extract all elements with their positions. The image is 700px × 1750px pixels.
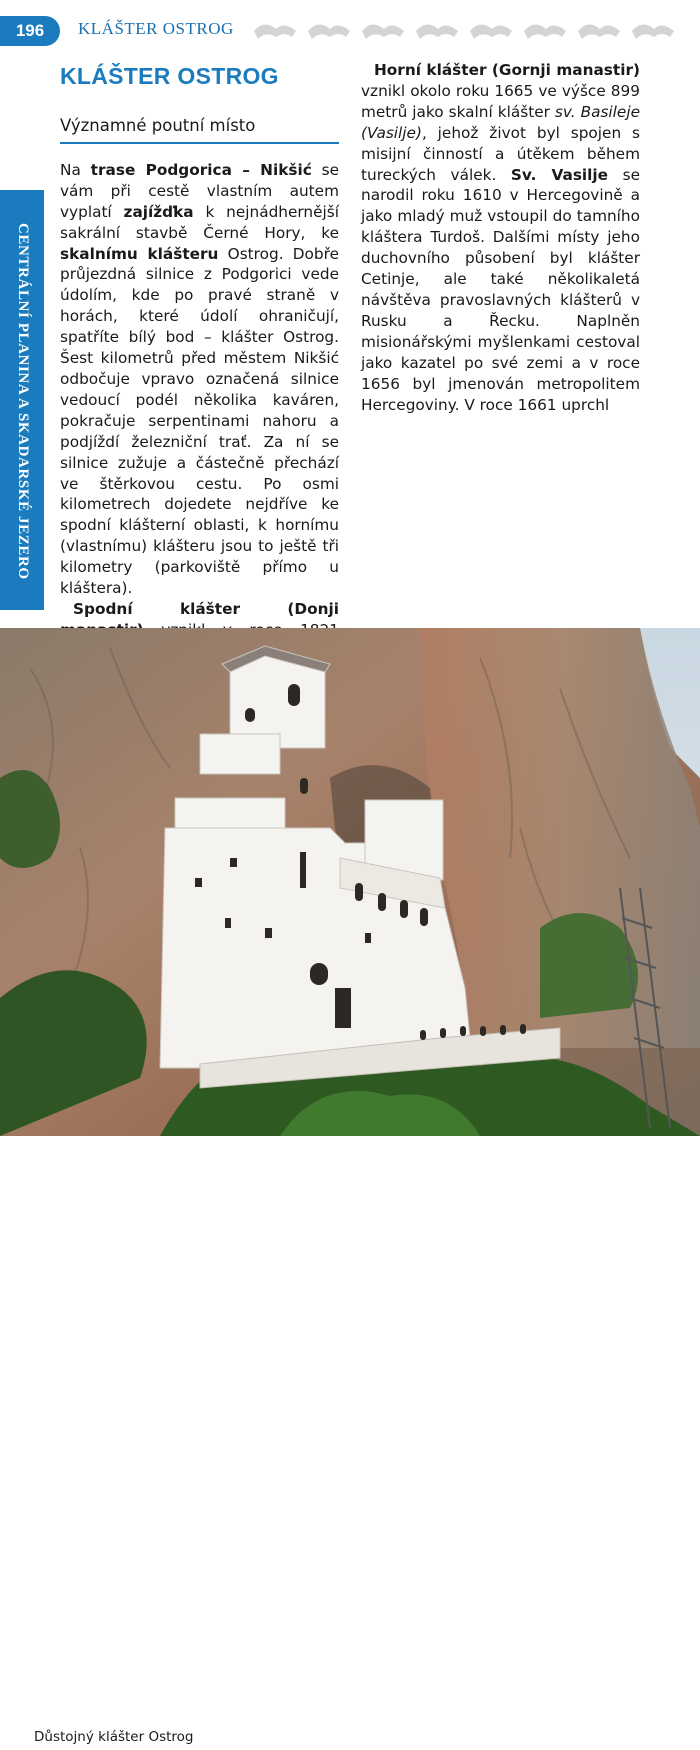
text-run: k nejnádhernější sakrální stavbě Černé Hory, ke: [60, 202, 339, 242]
running-title: KLÁŠTER OSTROG: [78, 19, 234, 38]
article-title: KLÁŠTER OSTROG: [60, 63, 279, 89]
text-run: skalnímu klášteru: [60, 244, 219, 263]
paragraph-intro: [60, 160, 339, 599]
text-run: zajížďka: [123, 202, 194, 221]
article-subtitle: Významné poutní místo: [60, 116, 339, 144]
right-column: [361, 60, 640, 415]
text-run: se vám při cestě vlastním autem vyplatí: [60, 160, 339, 221]
text-run: Na: [60, 160, 91, 179]
ostrog-monastery-illustration: [0, 628, 700, 1136]
text-run: Spodní klášter (Donji: [73, 599, 339, 618]
photo-caption: Důstojný klášter Ostrog: [24, 1724, 203, 1750]
side-tab-label: CENTRÁLNÍ PLANINA A SKADARSKÉ JEZERO: [15, 222, 31, 580]
text-run: sv. Basileje (Vasilje): [361, 102, 640, 142]
text-run: Horní klášter (Gornji manastir): [374, 61, 640, 79]
page-header: [0, 0, 700, 60]
monastery-photo: [0, 628, 700, 1745]
text-run: Ostrog. Dobře průjezdná silnice z Podgorici vede údolím, kde po pravé straně v horách, které údolí ohraničují, spatříte bílý bod – klášter Ostrog. Šest kilometrů před městem Nikšić odbočuje vpravo označená silnice vedoucí podél několika kaváren, pokračuje serpentinami nahoru a podjíždí železniční trať. Za ní se silnice zužuje a částečně přechází ve štěrkovou cestu. Po osmi kilometrech dojedete nejdříve ke spodní klášterní oblasti, k hornímu (vlastnímu) klášteru jsou to ještě tři kilometry (parkoviště přímo u kláštera).: [60, 244, 339, 598]
paragraph-upper-monastery: [361, 60, 640, 415]
text-run: Sv. Vasilje: [510, 165, 609, 184]
text-run: trase Podgorica – Nikšić: [90, 160, 312, 179]
page-number: 196: [0, 16, 60, 46]
decorative-ornament-strip: [252, 17, 692, 41]
text-run: vznikl okolo roku 1665 ve výšce 899 metrů jako skalní klášter: [361, 81, 640, 121]
text-run: se narodil roku 1610 v Hercegovině a jako mladý muž vstoupil do tamního kláštera Turdoš. Dalšími místy jeho duchovního působení byl klášter Cetinje, ale také několikaletá návštěva pravoslavných klášterů v Rusku a Řecku. Naplněn misionářskými myšlenkami cestoval jako kazatel po své zemi a v roce 1656 byl jmenován metropolitem Hercegoviny. V roce 1661 uprchl: [361, 165, 640, 414]
text-run: , jehož život byl spojen s misijní činností a útěkem během tureckých válek.: [361, 123, 640, 184]
